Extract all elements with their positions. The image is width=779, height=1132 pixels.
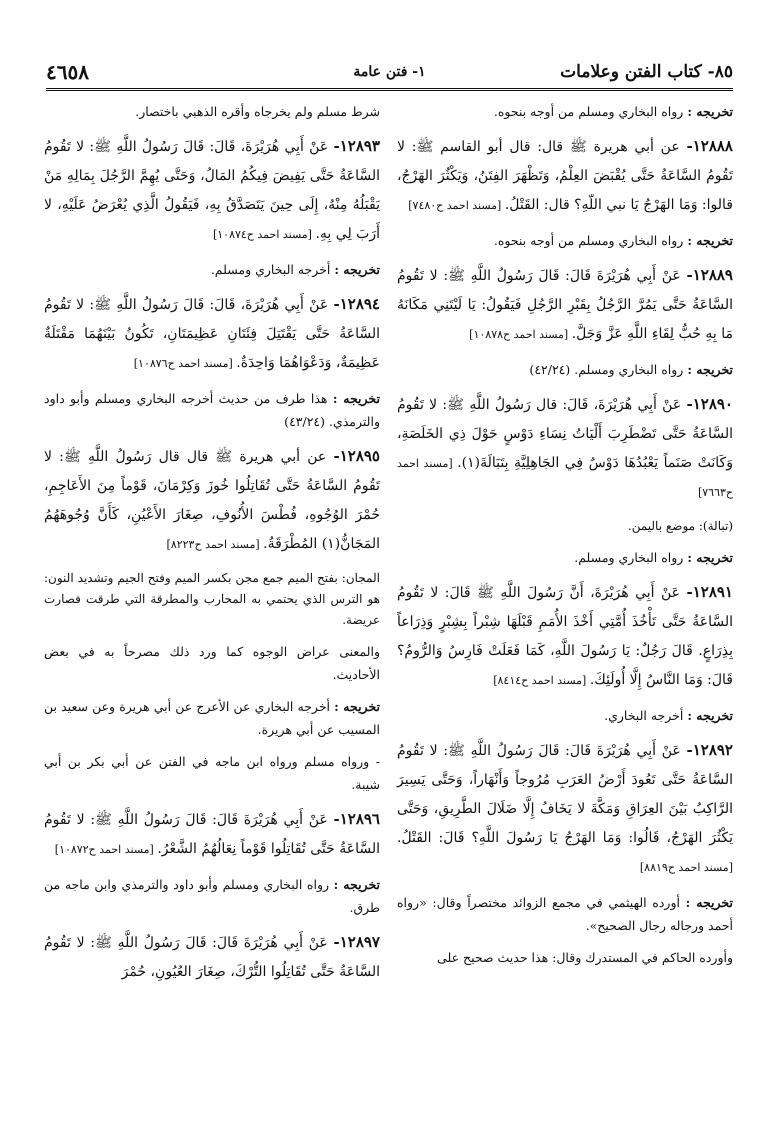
hadith-text: عَنْ أَبِي هُرَيْرَةَ، أَنَّ رَسُولَ اللَّهِ ﷺ قَالَ: لا تَقُومُ السَّاعَةُ حَتَّى تَأْخُذَ أُمَّتِي أَخْذَ الأُمَمِ قَبْلَهَا شِبْراً بِشِبْرٍ وَذِرَاعاً بِذِرَاعٍ. قَالَ رَجُلٌ: يَا رَسُولَ اللَّهِ، كَمَا فَعَلَتْ فَارِسُ وَالرُّومُ؟ قَالَ: وَمَا النَّاسُ إِلَّا أُولَئِكَ. xyxy=(397,585,733,688)
page-header xyxy=(46,58,733,88)
note-text: رواه البخاري ومسلم. (٤٢/٢٤) xyxy=(529,362,688,377)
footnote xyxy=(397,516,733,537)
hadith-entry xyxy=(44,928,380,987)
takhrij-note xyxy=(397,358,733,381)
note-text: أخرجه البخاري عن الأعرج عن أبي هريرة وعن سعيد بن المسيب عن أبي هريرة. xyxy=(44,699,380,737)
hadith-source: [مسند احمد ح١٠٨٧٤] xyxy=(212,228,316,241)
hadith-source: [مسند احمد ح٧٦٦٣] xyxy=(397,457,733,499)
header-rule xyxy=(46,88,733,91)
hadith-text: عَنْ أَبِي هُرَيْرَةَ، قَالَ: قَالَ رَسُولُ اللَّهِ ﷺ: لا تَقُومُ السَّاعَةُ حَتَّى يَفِيضَ فِيكُمُ المَالُ، وَحَتَّى يُهِمَّ الرَّجُلَ بِمَالِهِ مَنْ يَقْبَلُهُ مِنْهُ، إِلَى حِينَ يَتَصَدَّقُ بِهِ، فَيَقُولُ الَّذِي يُعْرَضُ عَلَيْهِ، لا أَرَبَ لِي بِهِ. xyxy=(44,139,380,242)
left-column xyxy=(44,100,380,996)
takhrij-label: تخريجه : xyxy=(334,699,380,714)
hadith-number: ١٢٨٩٤- xyxy=(333,295,380,313)
hadith-entry xyxy=(397,390,733,507)
hadith-number: ١٢٨٩٢- xyxy=(686,741,733,759)
hadith-entry xyxy=(44,442,380,559)
takhrij-label: تخريجه : xyxy=(687,233,733,248)
takhrij-note xyxy=(44,750,380,796)
note-text: - ورواه مسلم ورواه ابن ماجه في الفتن عن أبي بكر بن أبي شيبة. xyxy=(44,754,380,792)
hadith-text: عَنْ أَبِي هُرَيْرَةَ قَالَ: قَالَ رَسُولُ اللَّهِ ﷺ: لا تَقُومُ السَّاعَةُ حَتَّى تُقَاتِلُوا التُّرْكَ، صِغَارَ العُيُونِ، حُمْرَ xyxy=(44,935,380,980)
takhrij-label: تخريجه : xyxy=(332,391,380,406)
hadith-text: عَنْ أَبِي هُرَيْرَةَ، قَالَ: قال رَسُولُ اللَّهِ ﷺ: لا تَقُومُ السَّاعَةُ حَتَّى تَضْطَرِبَ أَلْيَاتُ نِسَاءِ دَوْسٍ حَوْلَ ذِي الخَلَصَةِ، وَكَانَتْ صَنَماً يَعْبُدُهَا دَوْسٌ فِي الجَاهِلِيَّةِ بِتَبَالَةَ(١). xyxy=(397,397,733,471)
takhrij-label: تخريجه : xyxy=(687,708,733,723)
takhrij-note xyxy=(44,387,380,433)
hadith-source: [مسند احمد ح١٠٨٧٨] xyxy=(469,328,572,341)
hadith-number: ١٢٨٩١- xyxy=(686,583,733,601)
hadith-source: [مسند احمد ح٨٤١٤] xyxy=(493,674,590,687)
hadith-number: ١٢٨٨٩- xyxy=(686,266,733,284)
hadith-number: ١٢٨٩٠- xyxy=(686,395,733,413)
takhrij-note xyxy=(397,100,733,123)
hadith-source: [مسند احمد ح٧٤٨٠] xyxy=(408,199,505,212)
hadith-source: [مسند احمد ح١٠٨٧٢] xyxy=(54,843,158,856)
takhrij-note xyxy=(397,704,733,727)
takhrij-note xyxy=(397,891,733,937)
right-column xyxy=(397,100,733,978)
note-text: هذا طرف من حديث أخرجه البخاري ومسلم وأبو داود والترمذي. (٤٣/٢٤) xyxy=(44,391,380,429)
takhrij-label: تخريجه : xyxy=(334,262,380,277)
note-text: شرط مسلم ولم يخرجاه وأقره الذهبي باختصار. xyxy=(135,104,380,119)
hadith-text: عَنْ أَبِي هُرَيْرَةَ قَالَ: قَالَ رَسُولُ اللَّهِ ﷺ: لا تَقُومُ السَّاعَةُ حَتَّى تَعُودَ أَرْضُ العَرَبِ مُرُوجاً وَأَنْهَاراً، وَحَتَّى يَسِيرَ الرَّاكِبُ بَيْنَ العِرَاقِ وَمَكَّةَ لا يَخَافُ إِلَّا ضَلَالَ الطَّرِيقِ، وَحَتَّى يَكْثُرَ الهَرْجُ، قَالُوا: وَمَا الهَرْجُ يَا رَسُولَ اللَّهِ؟ قَالَ: القَتْلُ. xyxy=(397,743,733,846)
section-title: ١- فتن عامة xyxy=(353,64,426,80)
takhrij-note xyxy=(397,546,733,569)
hadith-source: [مسند احمد ح١٠٨٧٦] xyxy=(133,357,237,370)
note-text: رواه البخاري ومسلم. xyxy=(574,550,688,565)
note-text: وأورده الحاكم في المستدرك وقال: هذا حديث صحيح على xyxy=(437,950,733,965)
note-text: أخرجه البخاري. xyxy=(604,708,688,723)
takhrij-label: تخريجه : xyxy=(333,877,380,892)
takhrij-note xyxy=(44,100,380,123)
hadith-entry xyxy=(44,290,380,378)
hadith-number: ١٢٨٨٨- xyxy=(686,137,733,155)
hadith-source: [مسند احمد ح٨٨١٩] xyxy=(639,861,733,874)
footnote-text: المجان: بفتح الميم جمع مجن بكسر الميم وفتح الجيم وتشديد النون: هو الترس الذي يحتمي به المحارب والمطرقة التي طرقت فصارت عريضة. xyxy=(44,571,380,627)
takhrij-note xyxy=(44,258,380,281)
hadith-source: [مسند احمد ح٨٢٢٣] xyxy=(166,538,264,551)
hadith-entry xyxy=(397,578,733,695)
takhrij-note xyxy=(397,229,733,252)
takhrij-note xyxy=(44,695,380,741)
hadith-entry xyxy=(44,132,380,249)
hadith-text: عَنْ أَبِي هُرَيْرَةَ، قَالَ: قَالَ رَسُولُ اللَّهِ ﷺ: لا تَقُومُ السَّاعَةُ حَتَّى يَقْتَتِلَ فِئَتَانِ عَظِيمَتَانِ، تَكُونُ بَيْنَهُمَا مَقْتَلَةٌ عَظِيمَةٌ، وَدَعْوَاهُمَا وَاحِدَةٌ. xyxy=(44,297,380,371)
chapter-title: ٨٥- كتاب الفتن وعلامات xyxy=(560,62,733,82)
takhrij-label: تخريجه : xyxy=(685,895,733,910)
note-text: رواه البخاري ومسلم من أوجه بنحوه. xyxy=(493,104,688,119)
hadith-entry xyxy=(397,261,733,349)
note-text: أخرجه البخاري ومسلم. xyxy=(210,262,335,277)
hadith-text: عن أبي هريرة ﷺ قال: قال أبو القاسم ﷺ: لا تَقُومُ السَّاعَةُ حَتَّى يُقْبَضَ العِلْمُ، وَتَظْهَرَ الفِتَنُ، وَيَكْثُرَ الهَرْجُ، قالوا: وَمَا الهَرْجُ يَا نبي اللّهِ؟ قال: القَتْلُ. xyxy=(397,139,733,213)
page-number: ٤٦٥٨ xyxy=(46,60,89,84)
note-text: أورده الهيثمي في مجمع الزوائد مختصراً وقال: «رواه أحمد ورجاله رجال الصحيح». xyxy=(397,895,733,933)
footnote-text: (تبالة): موضع باليمن. xyxy=(627,519,733,533)
hadith-entry xyxy=(397,132,733,220)
takhrij-label: تخريجه : xyxy=(687,362,733,377)
hadith-text: عن أبي هريرة ﷺ قال قال رَسُولُ اللَّهِ ﷺ: لا تَقُومُ السَّاعَةُ حَتَّى تُقَاتِلُوا خُوزَ وَكِرْمَانَ، قَوْماً مِنَ الأَعَاجِمِ، حُمْرَ الوُجُوهِ، فُطْسَ الأُنُوفِ، صِغَارَ الأَعْيُنِ، كَأَنَّ وُجُوهَهُمُ المَجَانُّ(١) المُطْرَقَةُ. xyxy=(44,449,380,552)
takhrij-note xyxy=(44,640,380,686)
takhrij-note xyxy=(397,946,733,969)
note-text: والمعنى عراض الوجوه كما ورد ذلك مصرحاً به في بعض الأحاديث. xyxy=(44,644,380,682)
takhrij-label: تخريجه : xyxy=(687,550,733,565)
hadith-entry xyxy=(44,805,380,864)
takhrij-note xyxy=(44,873,380,919)
hadith-number: ١٢٨٩٦- xyxy=(333,810,380,828)
hadith-number: ١٢٨٩٧- xyxy=(333,933,380,951)
note-text: رواه البخاري ومسلم وأبو داود والترمذي وابن ماجه من طرق. xyxy=(44,877,380,915)
footnote xyxy=(44,568,380,631)
hadith-text: عَنْ أَبِي هُرَيْرَةَ قَالَ: قَالَ رَسُولُ اللَّهِ ﷺ: لا تَقُومُ السَّاعَةُ حَتَّى تُقَاتِلُوا قَوْماً نِعَالُهُمُ الشَّعْرُ. xyxy=(44,812,380,857)
hadith-number: ١٢٨٩٥- xyxy=(333,447,380,465)
takhrij-label: تخريجه : xyxy=(687,104,733,119)
hadith-text: عَنْ أَبِي هُرَيْرَةَ قَالَ: قَالَ رَسُولُ اللَّهِ ﷺ: لا تَقُومُ السَّاعَةُ حَتَّى يَمُرَّ الرَّجُلُ بِقَبْرِ الرَّجُلِ فَيَقُولُ: يَا لَيْتَنِي مَكَانَهُ مَا بِهِ حُبُّ لِقَاءِ اللَّهِ عَزَّ وَجَلَّ. xyxy=(397,268,733,342)
note-text: رواه البخاري ومسلم من أوجه بنحوه. xyxy=(493,233,688,248)
hadith-entry xyxy=(397,736,733,882)
hadith-number: ١٢٨٩٣- xyxy=(333,137,380,155)
